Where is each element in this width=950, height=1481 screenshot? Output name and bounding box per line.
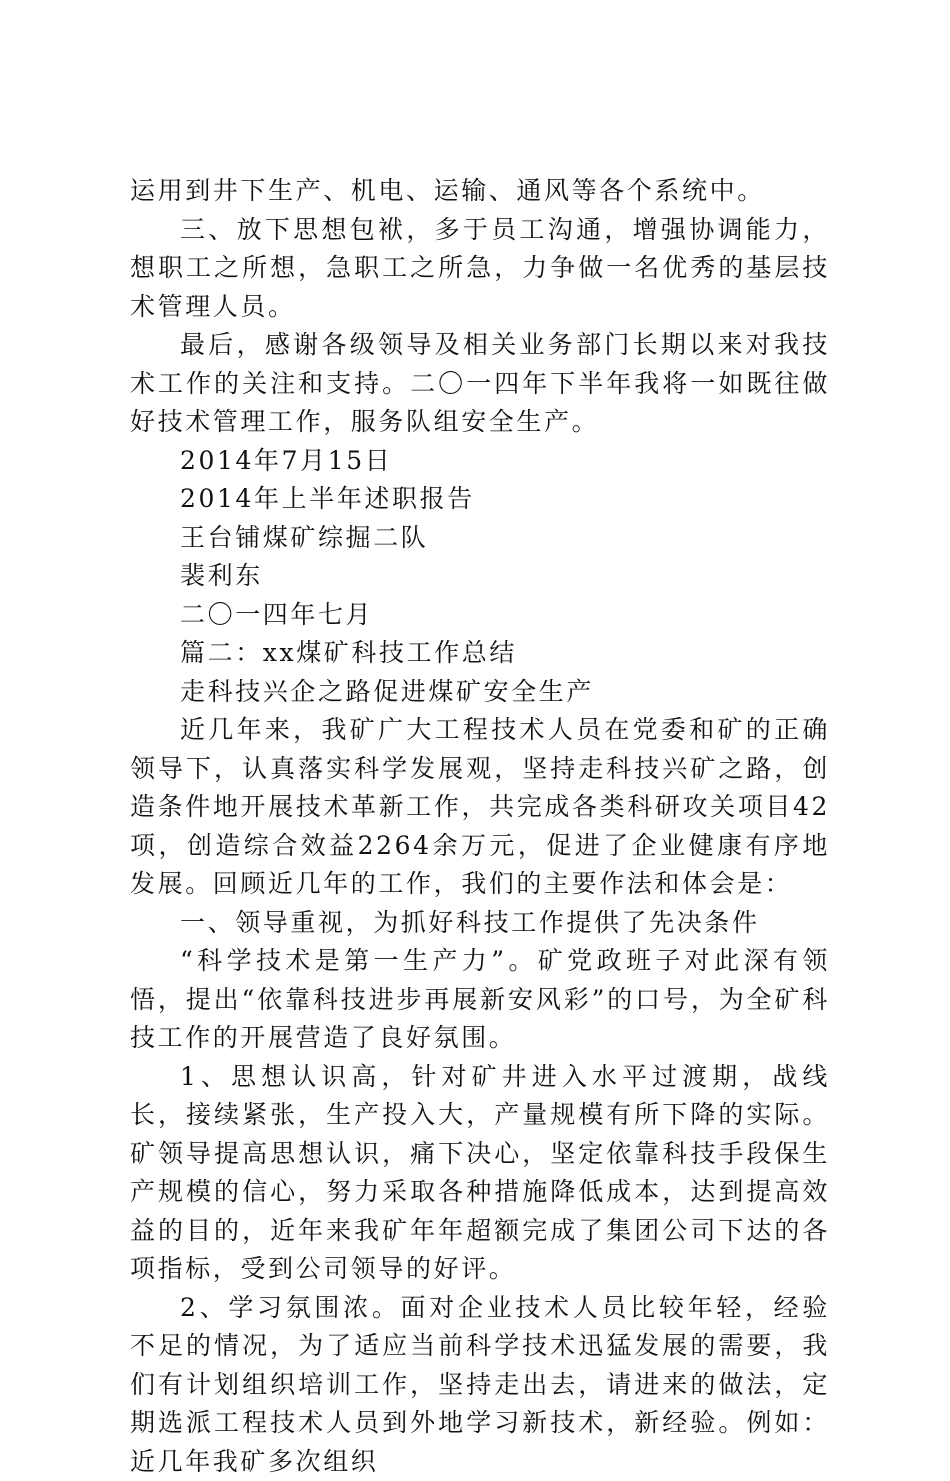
report-title: 2014年上半年述职报告 [130, 480, 830, 519]
report-month: 二〇一四年七月 [130, 596, 830, 635]
report-date: 2014年7月15日 [130, 442, 830, 481]
paragraph-continuation: 运用到井下生产、机电、运输、通风等各个系统中。 [130, 172, 830, 211]
paragraph-item-one: 1、思想认识高，针对矿井进入水平过渡期，战线长，接续紧张，生产投入大，产量规模有所下降的实际。矿领导提高思想认识，痛下决心，坚定依靠科技手段保生产规模的信心，努力采取各种措施降低成本，达到提高效益的目的，近年来我矿年年超额完成了集团公司下达的各项指标，受到公司领导的好评。 [130, 1058, 830, 1289]
document-body [130, 172, 830, 1481]
paragraph-closing-thanks: 最后，感谢各级领导及相关业务部门长期以来对我技术工作的关注和支持。二〇一四年下半年我将一如既往做好技术管理工作，服务队组安全生产。 [130, 326, 830, 442]
paragraph-point-three: 三、放下思想包袱，多于员工沟通，增强协调能力，想职工之所想，急职工之所急，力争做一名优秀的基层技术管理人员。 [130, 211, 830, 327]
section-two-heading: 篇二：xx煤矿科技工作总结 [130, 634, 830, 673]
heading-point-one: 一、领导重视，为抓好科技工作提供了先决条件 [130, 904, 830, 943]
paragraph-slogan: “科学技术是第一生产力”。矿党政班子对此深有领悟，提出“依靠科技进步再展新安风彩”的口号，为全矿科技工作的开展营造了良好氛围。 [130, 942, 830, 1058]
paragraph-item-two: 2、学习氛围浓。面对企业技术人员比较年轻，经验不足的情况，为了适应当前科学技术迅猛发展的需要，我们有计划组织培训工作，坚持走出去，请进来的做法，定期选派工程技术人员到外地学习新技术，新经验。例如：近几年我矿多次组织 [130, 1289, 830, 1481]
section-two-subtitle: 走科技兴企之路促进煤矿安全生产 [130, 673, 830, 712]
paragraph-intro: 近几年来，我矿广大工程技术人员在党委和矿的正确领导下，认真落实科学发展观，坚持走科技兴矿之路，创造条件地开展技术革新工作，共完成各类科研攻关项目42项，创造综合效益2264余万元，促进了企业健康有序地发展。回顾近几年的工作，我们的主要作法和体会是： [130, 711, 830, 904]
report-unit: 王台铺煤矿综掘二队 [130, 519, 830, 558]
report-author: 裴利东 [130, 557, 830, 596]
